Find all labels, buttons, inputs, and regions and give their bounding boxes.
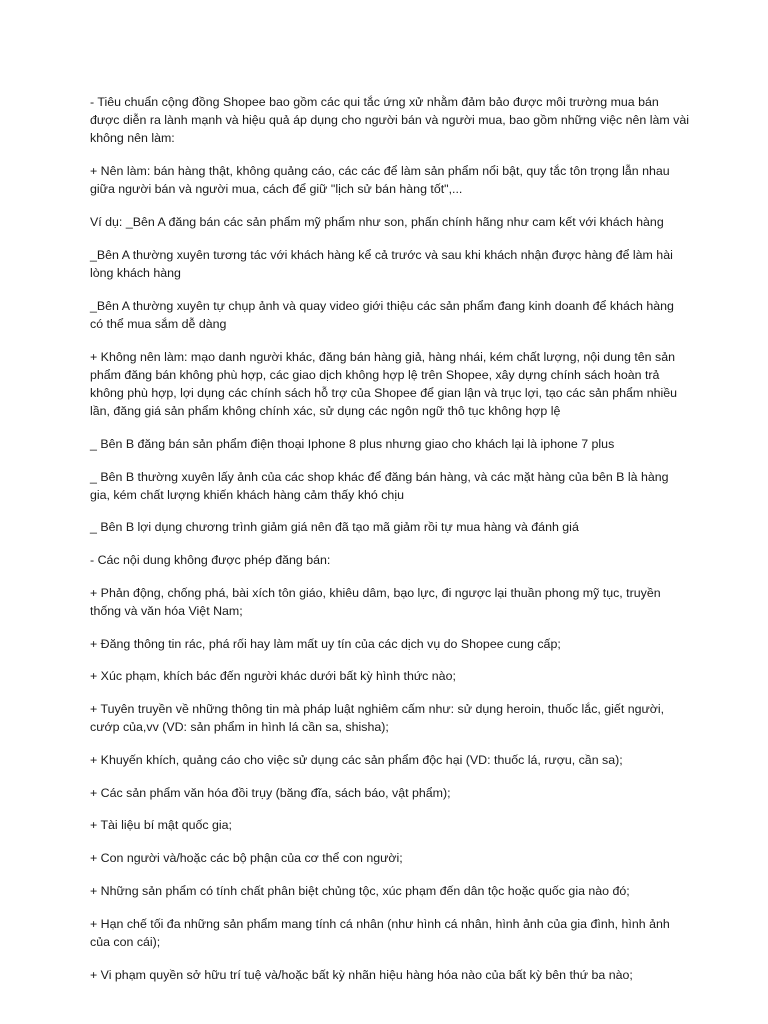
paragraph-prohibited-11: + Vi phạm quyền sở hữu trí tuệ và/hoặc bất kỳ nhãn hiệu hàng hóa nào của bất kỳ bên thứ ba nào;	[90, 967, 633, 982]
paragraph-example-b1: _ Bên B đăng bán sản phẩm điện thoại Iphone 8 plus nhưng giao cho khách lại là iphone 7 plus	[90, 436, 615, 451]
paragraph-should-not-do: + Không nên làm: mạo danh người khác, đăng bán hàng giả, hàng nhái, kém chất lượng, nội dung tên sản phẩm đăng bán không phù hợp, các giao dịch không hợp lệ trên Shopee, xây dựng chính sách hoàn trả không phù hợp, lợi dụng các chính sách hỗ trợ của Shopee để gian lận và trục lợi, tạo các sản phẩm nhiều lần, đăng giá sản phẩm không chính xác, sử dụng các ngôn ngữ thô tục không hợp lệ	[90, 349, 678, 419]
paragraph-prohibited-6: + Các sản phẩm văn hóa đồi trụy (băng đĩa, sách báo, vật phẩm);	[90, 785, 451, 800]
paragraph-example-a2: _Bên A thường xuyên tương tác với khách hàng kể cả trước và sau khi khách nhận được hàng để làm hài lòng khách hàng	[90, 247, 673, 280]
paragraph-example-b2: _ Bên B thường xuyên lấy ảnh của các shop khác để đăng bán hàng, và các mặt hàng của bên B là hàng gia, kém chất lượng khiến khách hàng cảm thấy khó chịu	[90, 469, 669, 502]
paragraph-example-b3: _ Bên B lợi dụng chương trình giảm giá nên đã tạo mã giảm rồi tự mua hàng và đánh giá	[90, 520, 579, 535]
paragraph-prohibited-3: + Xúc phạm, khích bác đến người khác dưới bất kỳ hình thức nào;	[90, 669, 456, 684]
paragraph-prohibited-heading: - Các nội dung không được phép đăng bán:	[90, 553, 331, 568]
paragraph-example-a1: Ví dụ: _Bên A đăng bán các sản phẩm mỹ phẩm như son, phấn chính hãng như cam kết với khách hàng	[90, 215, 664, 230]
paragraph-prohibited-4: + Tuyên truyền về những thông tin mà pháp luật nghiêm cấm như: sử dụng heroin, thuốc lắc, giết người, cướp của,vv (VD: sản phẩm in hình lá cần sa, shisha);	[90, 702, 665, 735]
paragraph-prohibited-10: + Hạn chế tối đa những sản phẩm mang tính cá nhân (như hình cá nhân, hình ảnh của gia đình, hình ảnh của con cái);	[90, 916, 670, 949]
paragraph-prohibited-1: + Phản động, chống phá, bài xích tôn giáo, khiêu dâm, bạo lực, đi ngược lại thuần phong mỹ tục, truyền thống và văn hóa Việt Nam;	[90, 585, 661, 619]
paragraph-example-a3: _Bên A thường xuyên tự chụp ảnh và quay video giới thiệu các sản phẩm đang kinh doanh để khách hàng có thể mua sắm dễ dàng	[90, 298, 674, 331]
paragraph-prohibited-2: + Đăng thông tin rác, phá rối hay làm mất uy tín của các dịch vụ do Shopee cung cấp;	[90, 636, 561, 651]
paragraph-prohibited-8: + Con người và/hoặc các bộ phận của cơ thể con người;	[90, 851, 403, 866]
paragraph-intro: - Tiêu chuẩn cộng đồng Shopee bao gồm các qui tắc ứng xử nhằm đảm bảo được môi trường mua bán được diễn ra lành mạnh và hiệu quả áp dụng cho người bán và người mua, bao gồm những việc nên làm vài không nên làm:	[90, 95, 689, 146]
document-body	[90, 93, 690, 998]
paragraph-prohibited-9: + Những sản phẩm có tính chất phân biệt chủng tộc, xúc phạm đến dân tộc hoặc quốc gia nào đó;	[90, 883, 630, 898]
paragraph-prohibited-5: + Khuyến khích, quảng cáo cho việc sử dụng các sản phẩm độc hại (VD: thuốc lá, rượu, cần sa);	[90, 753, 623, 768]
paragraph-should-do: + Nên làm: bán hàng thật, không quảng cáo, các các để làm sản phẩm nổi bật, quy tắc tôn trọng lẫn nhau giữa người bán và người mua, cách để giữ "lịch sử bán hàng tốt",...	[90, 164, 670, 197]
paragraph-prohibited-7: + Tài liệu bí mật quốc gia;	[90, 818, 233, 833]
